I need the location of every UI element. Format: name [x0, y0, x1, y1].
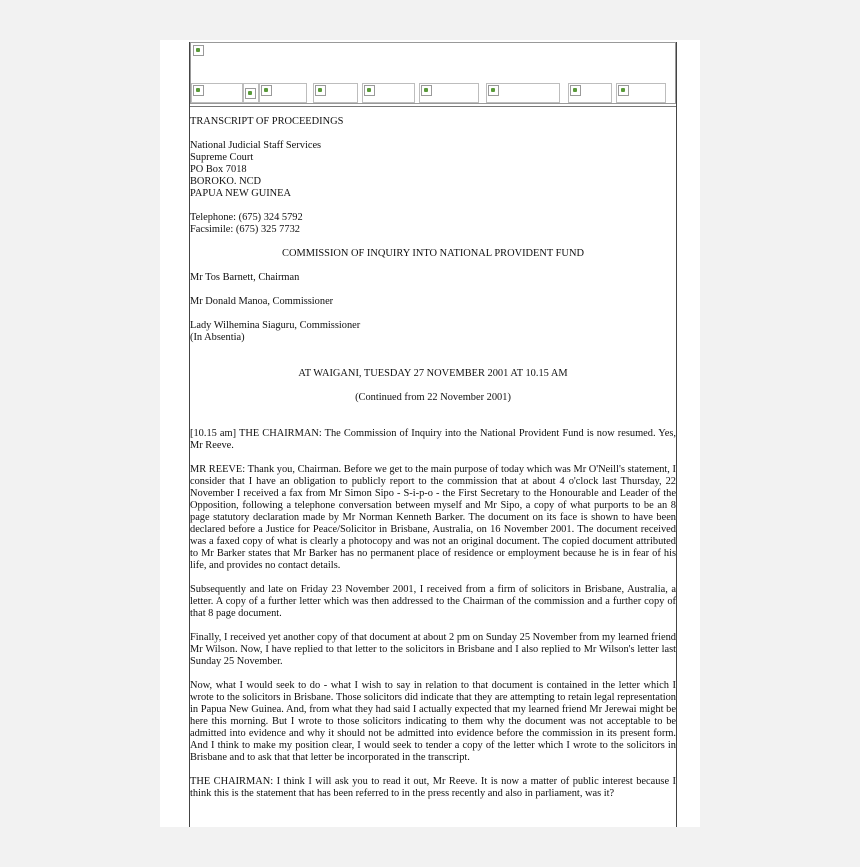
- nav-cell-5[interactable]: [362, 83, 415, 103]
- facsimile: Facsimile: (675) 325 7732: [190, 224, 300, 235]
- commissioner-line: Mr Donald Manoa, Commissioner: [190, 296, 334, 307]
- nav-image-icon: [315, 85, 326, 96]
- nav-image-icon: [618, 85, 629, 96]
- nav-cell-1[interactable]: [191, 83, 243, 103]
- nav-image-icon: [421, 85, 432, 96]
- absentia-note: (In Absentia): [190, 332, 245, 343]
- transcript-heading: TRANSCRIPT OF PROCEEDINGS: [190, 116, 344, 127]
- continued-line: (Continued from 22 November 2001): [355, 392, 511, 403]
- nav-image-icon: [245, 88, 256, 99]
- nav-cell-8[interactable]: [568, 83, 612, 103]
- transcript-paragraph: Subsequently and late on Friday 23 November 2001, I received from a firm of solicitors in Brisbane, Australia, a letter. A copy of a further letter which was then addressed to the Chairman of the commission and a further copy of that 8 page document.: [190, 584, 676, 619]
- transcript-paragraph: Now, what I would seek to do - what I wish to say in relation to that document is contained in the letter which I wrote to the solicitors in Brisbane. Those solicitors did indicate that they are attempting to retain legal representation in Papua New Guinea. And, from what they had said I actually expected that my learned friend Mr Jerewai might be here this morning. But I wrote to those solicitors indicating to them why the document was not acceptable to be admitted into evidence and why it should not be admitted into evidence before the commission in its present form. And I think to make my position clear, I would seek to tender a copy of the letter which I wrote to the solicitors in Brisbane and to ask that that letter be incorporated in the transcript.: [190, 680, 676, 763]
- nav-image-icon: [193, 85, 204, 96]
- document-page: [160, 40, 700, 827]
- venue-line: AT WAIGANI, TUESDAY 27 NOVEMBER 2001 AT 10.15 AM: [298, 368, 568, 379]
- nav-image-icon: [570, 85, 581, 96]
- transcript-paragraph: Finally, I received yet another copy of that document at about 2 pm on Sunday 25 November from my learned friend Mr Wilson. Now, I have replied to that letter to the solicitors in Brisbane and I also replied to Mr Wilson's letter last Sunday 25 November.: [190, 632, 676, 667]
- header-divider: [190, 106, 676, 107]
- nav-cell-6[interactable]: [419, 83, 479, 103]
- address-line: Supreme Court: [190, 152, 254, 163]
- address-line: PO Box 7018: [190, 164, 247, 175]
- nav-cell-3[interactable]: [259, 83, 307, 103]
- banner-image-icon: [193, 45, 204, 56]
- commission-title: COMMISSION OF INQUIRY INTO NATIONAL PROVIDENT FUND: [282, 248, 584, 259]
- nav-image-icon: [261, 85, 272, 96]
- contact-block: [190, 212, 676, 236]
- transcript-paragraph: MR REEVE: Thank you, Chairman. Before we get to the main purpose of today which was Mr O'Neill's statement, I consider that I have an obligation to publicly report to the commission that at about 4 o'clock last Thursday, 22 November I received a fax from Mr Simon Sipo - S-i-p-o - the First Secretary to the Honourable and Leader of the Opposition, following a telephone conversation between myself and Mr Sipo, a copy of what purports to be an 8 page statutory declaration made by Mr Norman Kenneth Barker. The document on its face is shown to have been declared before a Justice for Peace/Solicitor in Brisbane, Australia, on 16 November 2001. The document received was a faxed copy of what is clearly a photocopy and was not an original document. The copied document attributed to Mr Barker states that Mr Barker has no permanent place of residence or employment because he is in fear of his life, and provides no contact details.: [190, 464, 676, 571]
- address-line: National Judicial Staff Services: [190, 140, 322, 151]
- commissioner-line: Lady Wilhemina Siaguru, Commissioner: [190, 320, 361, 331]
- address-line: BOROKO. NCD: [190, 176, 262, 187]
- chairman-line: Mr Tos Barnett, Chairman: [190, 272, 300, 283]
- nav-cell-9[interactable]: [616, 83, 666, 103]
- nav-cell-7[interactable]: [486, 83, 560, 103]
- transcript-paragraph: [10.15 am] THE CHAIRMAN: The Commission of Inquiry into the National Provident Fund is now resumed. Yes, Mr Reeve.: [190, 428, 676, 451]
- nav-cell-4[interactable]: [313, 83, 358, 103]
- nav-cell-2[interactable]: [243, 83, 259, 103]
- commissioner-absent-block: [190, 320, 676, 344]
- telephone: Telephone: (675) 324 5792: [190, 212, 303, 223]
- transcript-body: [190, 116, 676, 812]
- address-block: [190, 140, 676, 200]
- nav-image-icon: [364, 85, 375, 96]
- transcript-paragraph: THE CHAIRMAN: I think I will ask you to read it out, Mr Reeve. It is now a matter of public interest because I think this is the statement that has been referred to in the press recently and also in parliament, was it?: [190, 776, 676, 799]
- header-banner: [190, 42, 676, 104]
- address-line: PAPUA NEW GUINEA: [190, 188, 292, 199]
- nav-image-icon: [488, 85, 499, 96]
